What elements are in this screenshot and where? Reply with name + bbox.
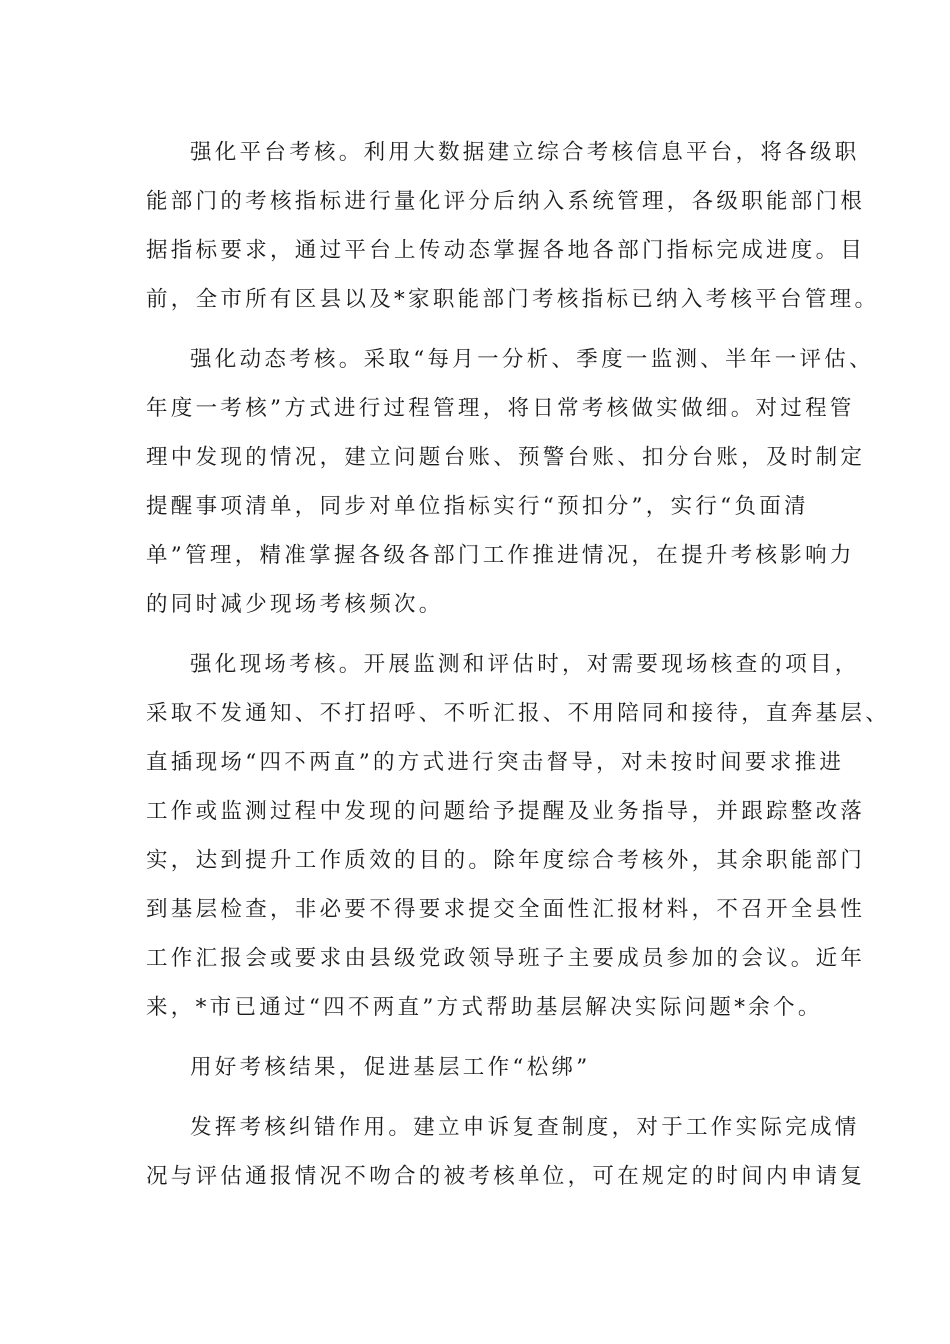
paragraph-3-line-7: 工作汇报会或要求由县级党政领导班子主要成员参加的会议。近年 [146,946,866,971]
paragraph-3-line-8: 来，*市已通过“四不两直”方式帮助基层解决实际问题*余个。 [146,995,823,1020]
paragraph-1-line-3: 据指标要求，通过平台上传动态掌握各地各部门指标完成进度。目 [146,238,866,263]
paragraph-5-line-1: 发挥考核纠错作用。建立申诉复查制度，对于工作实际完成情 [190,1115,860,1140]
section-heading: 用好考核结果，促进基层工作“松绑” [190,1055,591,1080]
paragraph-3-line-3: 直插现场“四不两直”的方式进行突击督导，对未按时间要求推进 [146,750,845,775]
paragraph-3-line-1: 强化现场考核。开展监测和评估时，对需要现场核查的项目， [190,652,860,677]
paragraph-2-line-1: 强化动态考核。采取“每月一分析、季度一监测、半年一评估、 [190,347,874,372]
paragraph-1-line-1: 强化平台考核。利用大数据建立综合考核信息平台，将各级职 [190,140,860,165]
paragraph-2-line-2: 年度一考核”方式进行过程管理，将日常考核做实做细。对过程管 [146,396,855,421]
paragraph-2-line-4: 提醒事项清单，同步对单位指标实行“预扣分”，实行“负面清 [146,494,809,519]
paragraph-5-line-2: 况与评估通报情况不吻合的被考核单位，可在规定的时间内申请复 [146,1164,866,1189]
paragraph-1-line-4: 前，全市所有区县以及*家职能部门考核指标已纳入考核平台管理。 [146,287,880,312]
paragraph-3-line-4: 工作或监测过程中发现的问题给予提醒及业务指导，并跟踪整改落 [146,799,866,824]
paragraph-3-line-6: 到基层检查，非必要不得要求提交全面性汇报材料，不召开全县性 [146,897,866,922]
paragraph-2-line-6: 的同时减少现场考核频次。 [146,592,444,617]
paragraph-2-line-3: 理中发现的情况，建立问题台账、预警台账、扣分台账，及时制定 [146,445,866,470]
paragraph-3-line-2: 采取不发通知、不打招呼、不听汇报、不用陪同和接待，直奔基层、 [146,701,891,726]
paragraph-3-line-5: 实，达到提升工作质效的目的。除年度综合考核外，其余职能部门 [146,848,866,873]
paragraph-2-line-5: 单”管理，精准掌握各级各部门工作推进情况，在提升考核影响力 [146,543,855,568]
paragraph-1-line-2: 能部门的考核指标进行量化评分后纳入系统管理，各级职能部门根 [146,189,866,214]
